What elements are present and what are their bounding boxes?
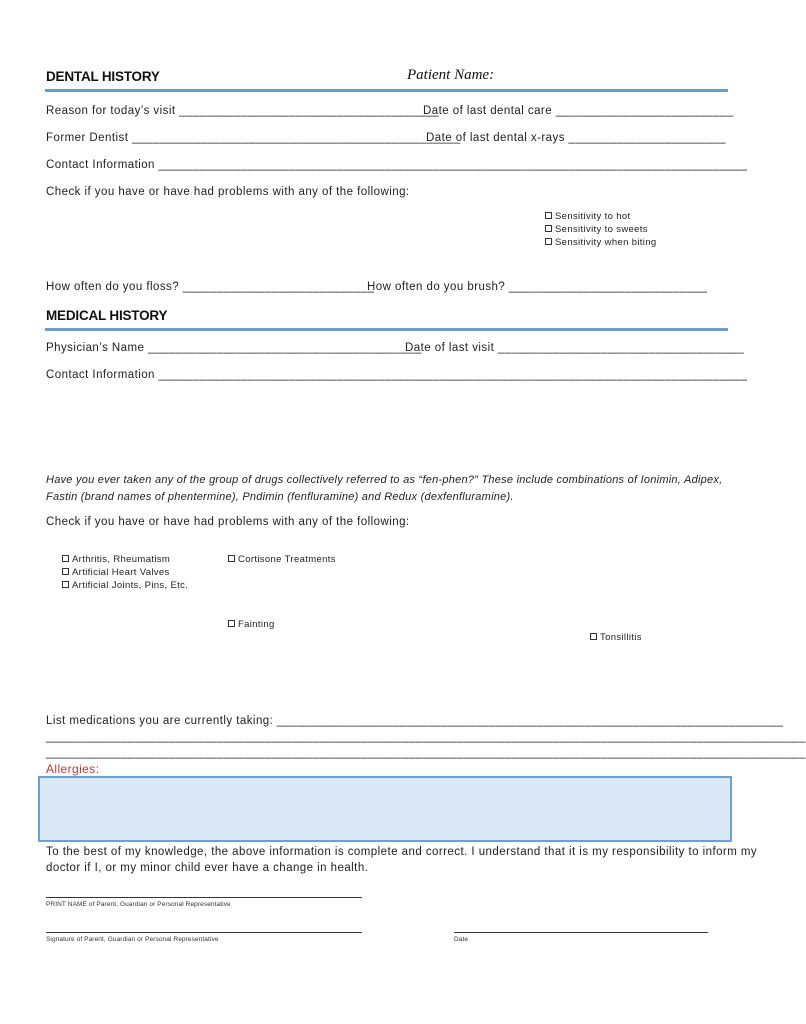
checkbox-icon <box>228 555 235 562</box>
checkbox-fainting[interactable] <box>228 619 275 630</box>
print-name-line[interactable] <box>46 897 362 898</box>
checkbox-label: Sensitivity to sweets <box>555 224 648 235</box>
checkbox-arthritis[interactable] <box>62 554 170 565</box>
floss-frequency-field[interactable]: How often do you floss? ____________________________ <box>46 281 375 293</box>
checkbox-icon <box>590 633 597 640</box>
medical-section-rule <box>45 328 728 331</box>
date-caption: Date <box>454 936 469 943</box>
last-dental-care-field[interactable]: Date of last dental care __________________________ <box>423 105 734 117</box>
dental-section-rule <box>45 89 728 92</box>
brush-frequency-field[interactable]: How often do you brush? _____________________________ <box>367 281 708 293</box>
fenphen-question-line2: Fastin (brand names of phentermine), Pndimin (fenfluramine) and Redux (dexfenfluramine). <box>46 491 514 503</box>
checkbox-icon <box>545 225 552 232</box>
date-line[interactable] <box>454 932 708 933</box>
checkbox-sensitivity-biting[interactable] <box>545 237 657 248</box>
checkbox-label: Artificial Heart Valves <box>72 567 170 578</box>
medical-history-title: MEDICAL HISTORY <box>46 308 168 323</box>
dental-check-prompt: Check if you have or have had problems with any of the following: <box>46 186 410 198</box>
physician-name-field[interactable]: Physician’s Name ________________________________________ <box>46 342 422 354</box>
checkbox-icon <box>62 568 69 575</box>
medications-field[interactable]: List medications you are currently taking: __________________________________________________________________________ <box>46 715 784 727</box>
checkbox-icon <box>228 620 235 627</box>
reason-for-visit-field[interactable]: Reason for today’s visit ______________________________________ <box>46 105 440 117</box>
checkbox-artificial-heart-valves[interactable] <box>62 567 170 578</box>
checkbox-label: Fainting <box>238 619 275 630</box>
certification-line2: doctor if I, or my minor child ever have a change in health. <box>46 862 369 874</box>
checkbox-label: Artificial Joints, Pins, Etc. <box>72 580 189 591</box>
checkbox-artificial-joints[interactable] <box>62 580 188 591</box>
medications-field-line3[interactable]: _______________________________________________________________________________________________________________ <box>46 747 806 759</box>
checkbox-label: Cortisone Treatments <box>238 554 336 565</box>
medical-contact-field[interactable]: Contact Information ______________________________________________________________________________________ <box>46 369 748 381</box>
checkbox-label: Arthritis, Rheumatism <box>72 554 171 565</box>
dental-contact-field[interactable]: Contact Information ______________________________________________________________________________________ <box>46 159 748 171</box>
checkbox-icon <box>545 212 552 219</box>
signature-line[interactable] <box>46 932 362 933</box>
print-name-caption: PRINT NAME of Parent, Guardian or Personal Representative <box>46 901 231 908</box>
last-visit-field[interactable]: Date of last visit ____________________________________ <box>405 342 745 354</box>
checkbox-label: Sensitivity to hot <box>555 211 631 222</box>
medical-check-prompt: Check if you have or have had problems with any of the following: <box>46 516 410 528</box>
checkbox-tonsillitis[interactable] <box>590 632 642 643</box>
checkbox-icon <box>62 581 69 588</box>
allergies-label: Allergies: <box>46 762 100 776</box>
patient-name-label: Patient Name: <box>407 67 495 83</box>
checkbox-sensitivity-hot[interactable] <box>545 211 630 222</box>
allergies-input-box[interactable] <box>38 776 732 842</box>
checkbox-sensitivity-sweets[interactable] <box>545 224 648 235</box>
checkbox-cortisone[interactable] <box>228 554 336 565</box>
medications-field-line2[interactable]: _______________________________________________________________________________________________________________ <box>46 731 806 743</box>
last-xrays-field[interactable]: Date of last dental x-rays _______________________ <box>426 132 726 144</box>
certification-line1: To the best of my knowledge, the above information is complete and correct. I understand that it is my responsibility to inform my <box>46 846 758 858</box>
checkbox-icon <box>62 555 69 562</box>
former-dentist-field[interactable]: Former Dentist ________________________________________________ <box>46 132 461 144</box>
checkbox-icon <box>545 238 552 245</box>
checkbox-label: Sensitivity when biting <box>555 237 657 248</box>
dental-history-title: DENTAL HISTORY <box>46 69 160 84</box>
signature-caption: Signature of Parent, Guardian or Personal Representative <box>46 936 219 943</box>
fenphen-question-line1: Have you ever taken any of the group of drugs collectively referred to as “fen-phen?” These include combinations of Ionimin, Adipex, <box>46 474 723 486</box>
checkbox-label: Tonsillitis <box>600 632 642 643</box>
